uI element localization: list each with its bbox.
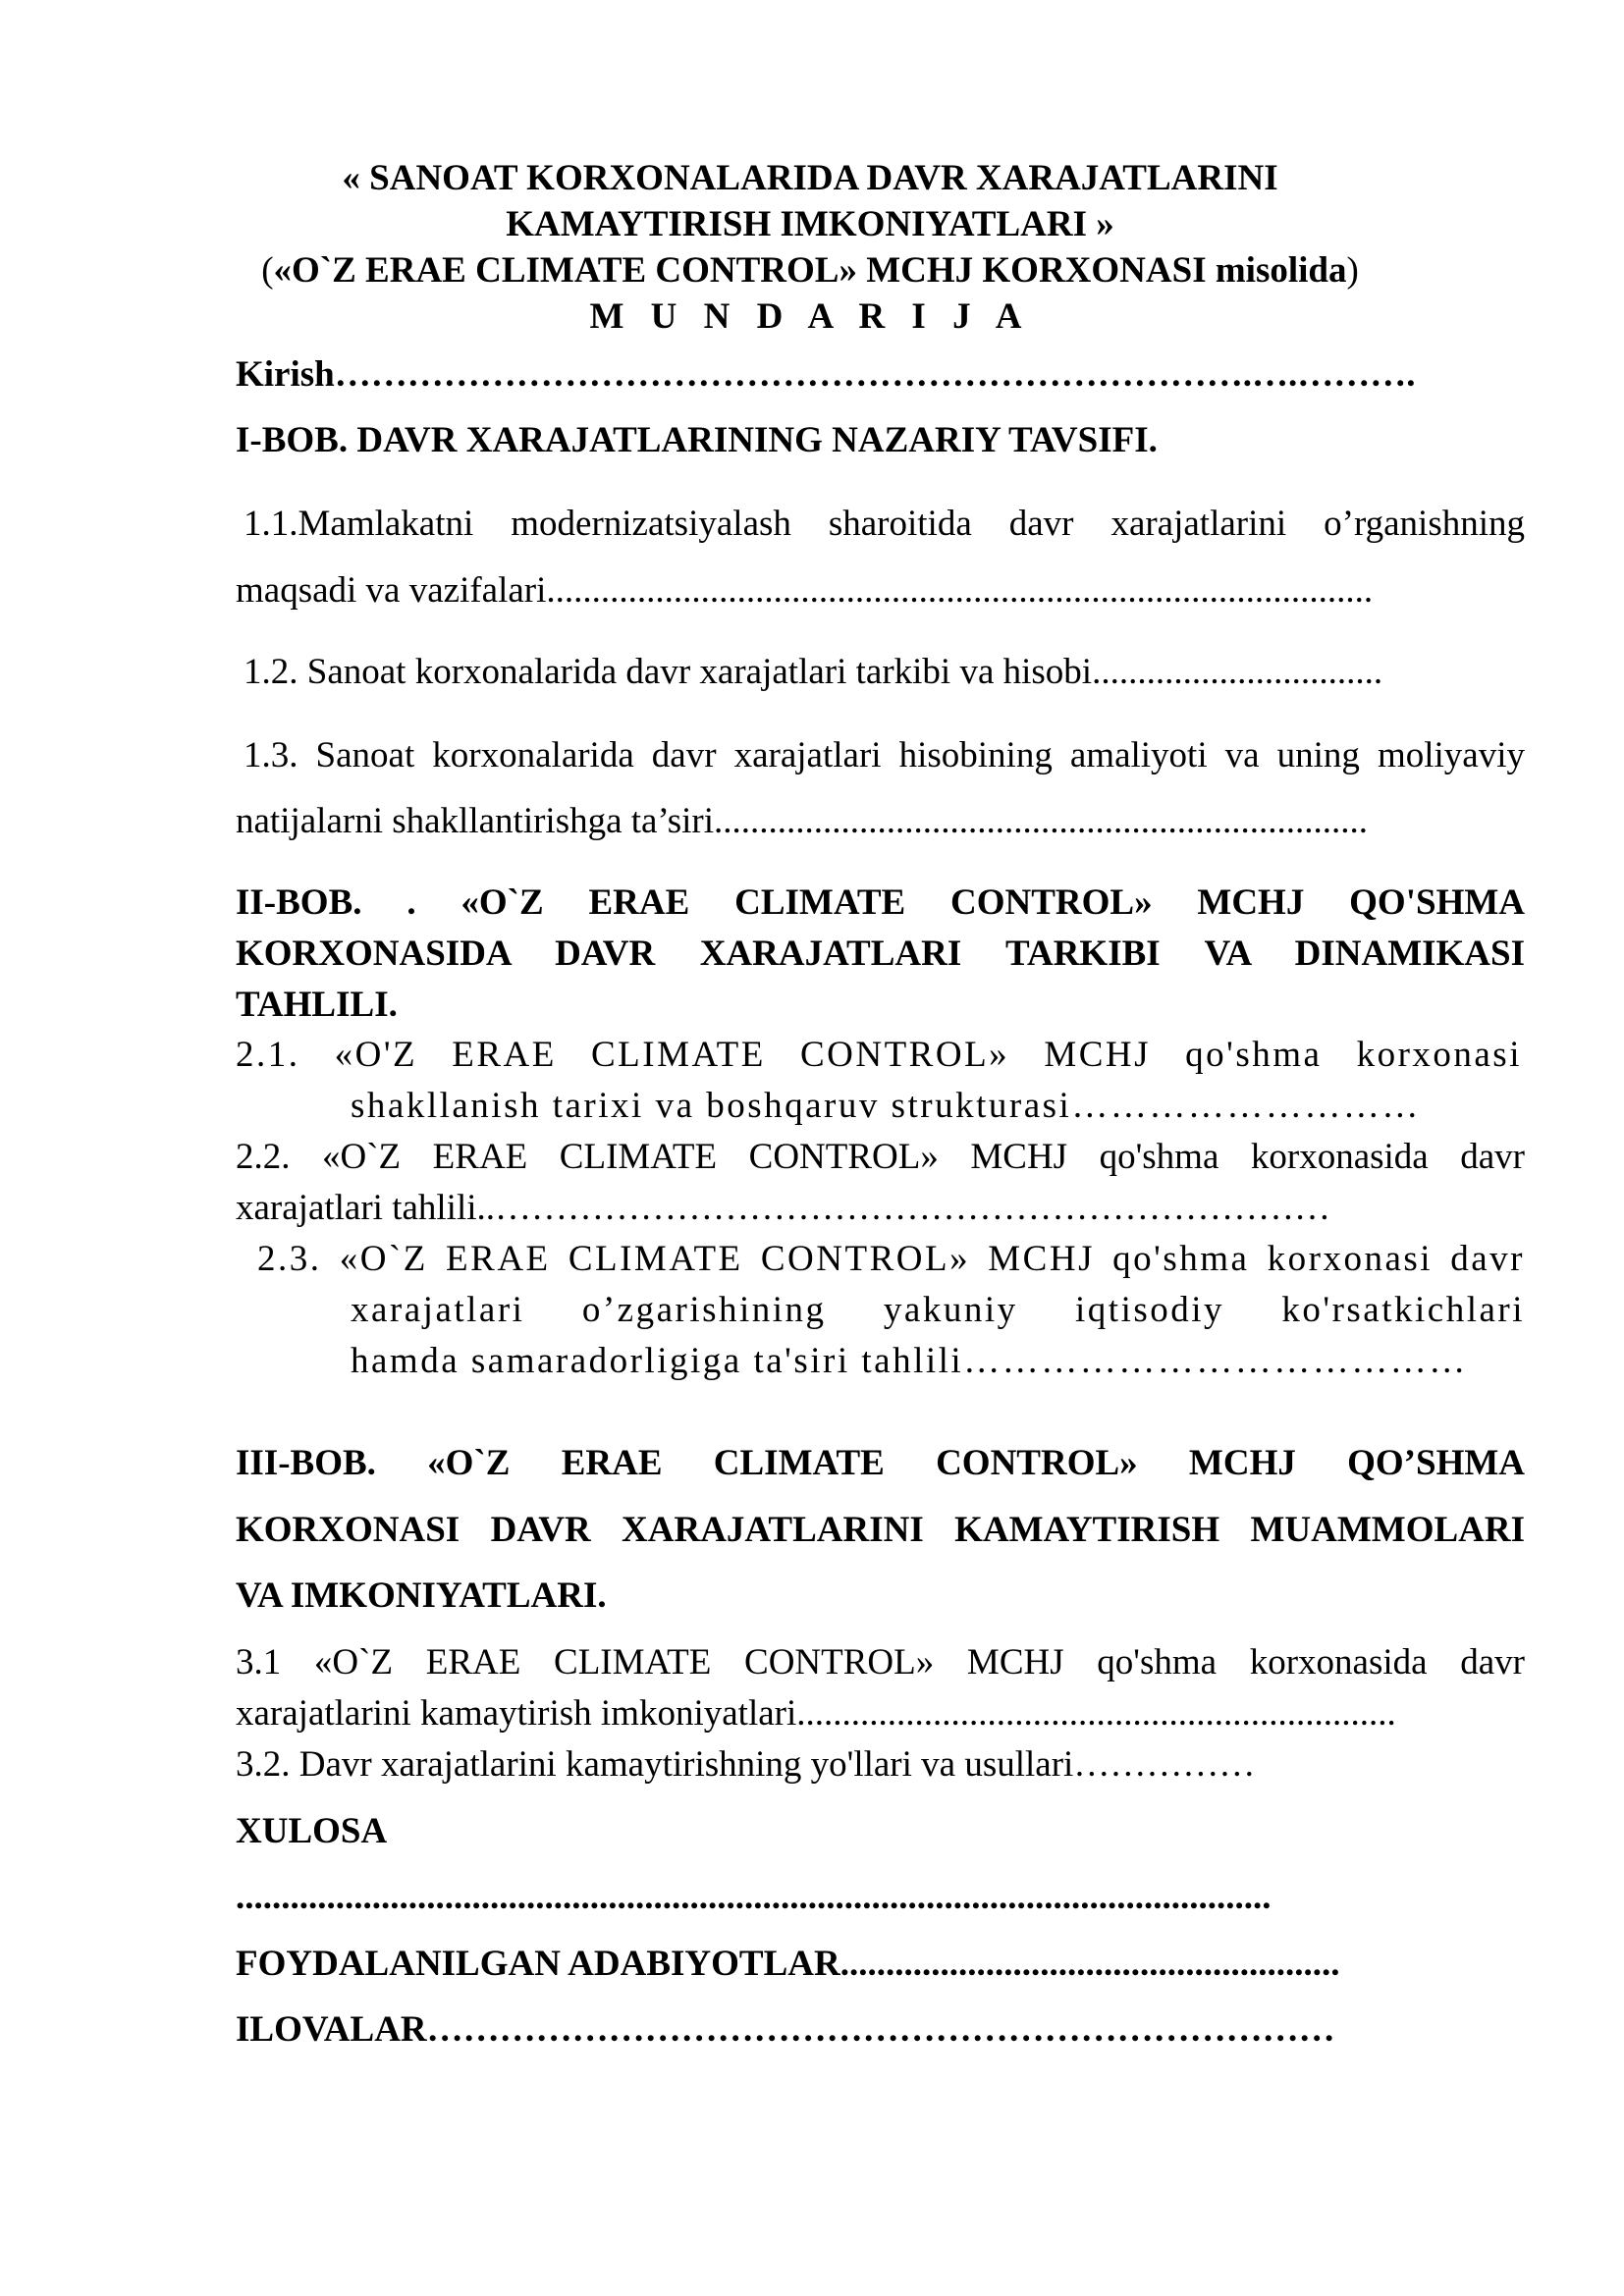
toc-conclusion-leader: ..................................................................................................................: [236, 1877, 1272, 1917]
title-line-2: KAMAYTIRISH IMKONIYATLARI »: [506, 204, 1114, 244]
contents-heading: M U N D A R I J A: [589, 296, 1031, 337]
toc-chapter-3-heading-end: VA IMKONIYATLARI.: [236, 1575, 607, 1616]
toc-kirish: Kirish………………………………………………………………….….……….: [236, 354, 1416, 395]
toc-section-3-1-cont: xarajatlarini kamaytirish imkoniyatlari..................................................................: [236, 1693, 1396, 1734]
title-line-1: « SANOAT KORXONALARIDA DAVR XARAJATLARINI: [342, 158, 1278, 198]
toc-appendices: ILOVALAR…………………………………………………………………: [236, 2009, 1335, 2050]
toc-section-3-2: 3.2. Davr xarajatlarini kamaytirishning yo'llari va usullari……………: [236, 1744, 1256, 1785]
toc-section-2-3-end: hamda samaradorligiga ta'siri tahlili…………………………………: [351, 1341, 1468, 1381]
toc-chapter-3-heading-cont: KORXONASI DAVR XARAJATLARINI KAMAYTIRISH MUAMMOLARI: [236, 1510, 1525, 1550]
toc-section-1-1: 1.1.Mamlakatni modernizatsiyalash sharoitida davr xarajatlarini o’rganishning: [244, 504, 1525, 544]
toc-section-1-1-cont: maqsadi va vazifalari...........................................................................................: [236, 570, 1374, 611]
toc-section-2-3-cont: xarajatlari o’zgarishining yakuniy iqtisodiy ko'rsatkichlari: [351, 1290, 1525, 1330]
document-title: [236, 155, 1384, 340]
toc-section-2-2: 2.2. «O`Z ERAE CLIMATE CONTROL» MCHJ qo'shma korxonasida davr: [236, 1137, 1525, 1177]
toc-references: FOYDALANILGAN ADABIYOTLAR.......................................................: [236, 1944, 1340, 1984]
toc-chapter-2-heading: II-BOB. . «O`Z ERAE CLIMATE CONTROL» MCHJ QO'SHMA: [236, 882, 1525, 923]
title-line-3: [236, 247, 1384, 294]
toc-section-1-2: 1.2. Sanoat korxonalarida davr xarajatlari tarkibi va hisobi................................: [244, 652, 1383, 692]
toc-chapter-2-heading-cont: KORXONASIDA DAVR XARAJATLARI TARKIBI VA DINAMIKASI: [236, 934, 1525, 974]
toc-section-3-1: 3.1 «O`Z ERAE CLIMATE CONTROL» MCHJ qo'shma korxonasida davr: [236, 1642, 1525, 1682]
toc-section-2-1-cont: shakllanish tarixi va boshqaruv strukturasi………………………: [351, 1086, 1421, 1126]
title-company: «O`Z ERAE CLIMATE CONTROL» MCHJ KORXONASI misolida: [273, 250, 1347, 291]
toc-section-2-1: 2.1. «O'Z ERAE CLIMATE CONTROL» MCHJ qo'shma korxonasi: [236, 1035, 1522, 1075]
toc-chapter-2-heading-end: TAHLILI.: [236, 985, 398, 1025]
toc-chapter-1-heading: I-BOB. DAVR XARAJATLARINING NAZARIY TAVSIFI.: [236, 420, 1158, 460]
title-paren-close: ): [1346, 250, 1359, 291]
toc-section-1-3-cont: natijalarni shakllantirishga ta’siri........................................................................: [236, 801, 1369, 841]
toc-section-1-3: 1.3. Sanoat korxonalarida davr xarajatlari hisobining amaliyoti va uning moliyaviy: [244, 735, 1525, 775]
toc-section-2-2-cont: xarajatlari tahlili..……………………………………………………………: [236, 1188, 1331, 1228]
toc-conclusion: XULOSA: [236, 1811, 388, 1851]
toc-chapter-3-heading: III-BOB. «O`Z ERAE CLIMATE CONTROL» MCHJ QO’SHMA: [236, 1443, 1525, 1483]
title-paren-open: (: [261, 250, 274, 291]
toc-section-2-3: 2.3. «O`Z ERAE CLIMATE CONTROL» MCHJ qo'shma korxonasi davr: [257, 1239, 1525, 1279]
